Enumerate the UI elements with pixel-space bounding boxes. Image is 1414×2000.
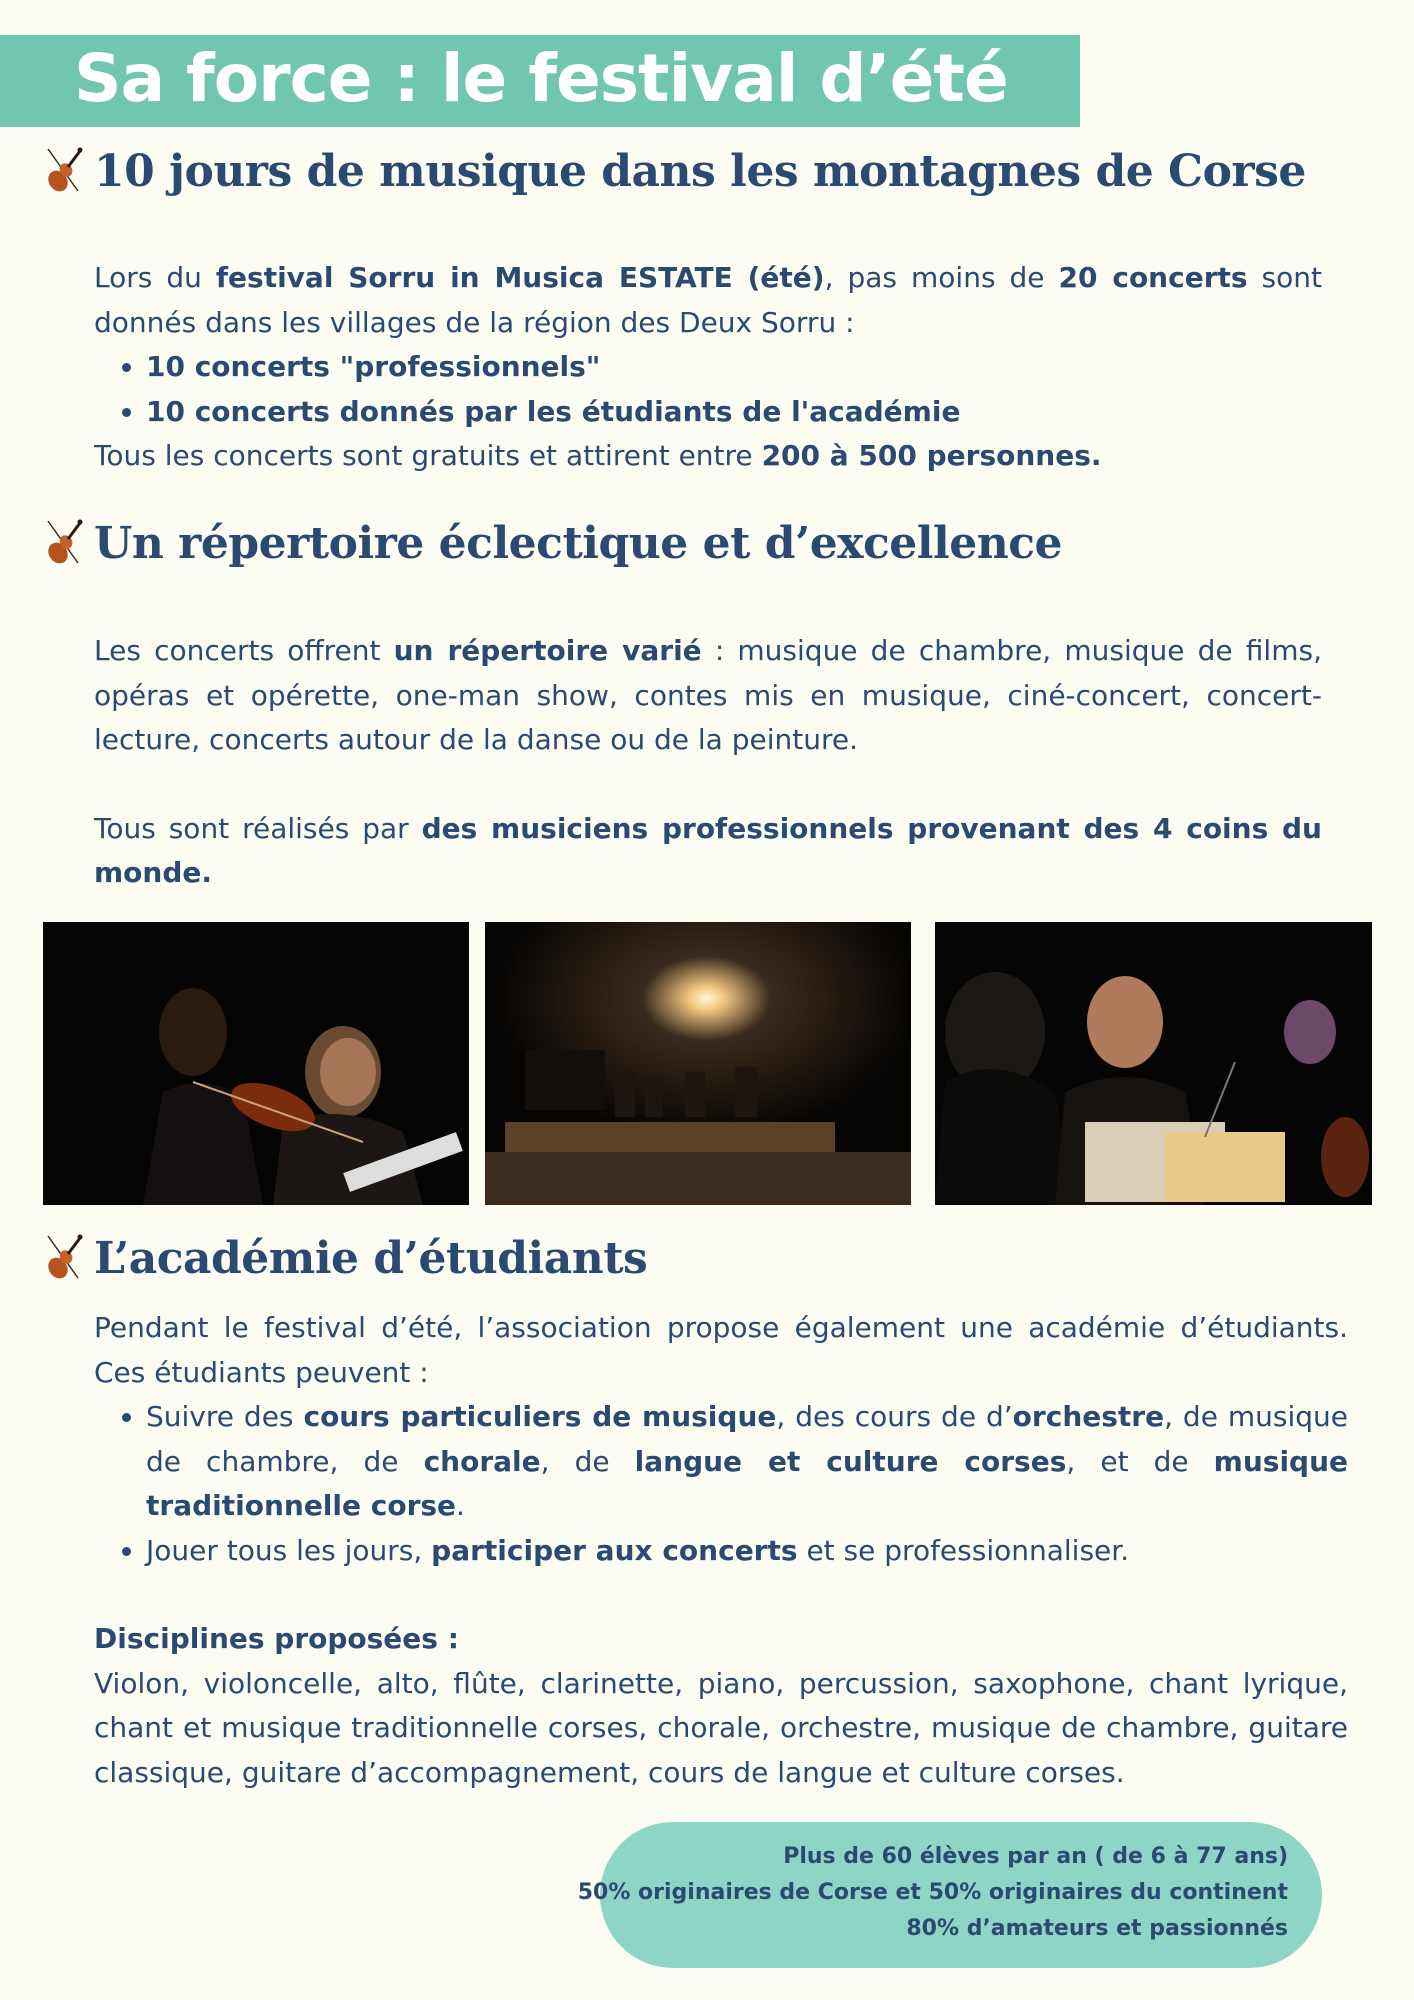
disciplines-heading-text: Disciplines proposées : [94,1622,459,1655]
section-title: Un répertoire éclectique et d’excellence [94,517,1063,569]
attendance-paragraph [94,434,1322,479]
section-heading-festival [42,145,1306,197]
text: Jouer tous les jours, [146,1533,432,1567]
academy-description [94,1306,1348,1795]
disciplines-heading [94,1617,1348,1662]
list-item-text: 10 concerts donnés par les étudiants de l'académie [146,394,961,428]
text: : musique de chambre, musique de films, opéras et opérette, one-man show, contes mis en musique, ciné-concert, concert-lecture, concerts autour de la danse ou de la peinture. [94,634,1322,756]
stats-box [577,1822,1322,1968]
text: Suivre des [146,1400,304,1433]
highlight: participer aux concerts [431,1533,798,1567]
text: Les concerts offrent [94,634,394,667]
list-item [146,390,1322,435]
text: sont donnés dans les villages de la région des Deux Sorru : [94,261,1323,339]
festival-description [94,256,1322,479]
concert-photo-musicians [935,922,1372,1205]
musicians-paragraph [94,807,1322,896]
text: , de [540,1444,635,1478]
title-banner [0,35,1080,127]
academy-intro: Pendant le festival d’été, l’association propose également une académie d’étudiants. Ces étudiants peuvent : [94,1311,1348,1389]
list-item [146,1529,1348,1574]
highlight: cours particuliers de musique [303,1400,777,1433]
text: et se professionnaliser. [797,1533,1130,1567]
concert-list [94,345,1322,434]
stat-amateurs: 80% d’amateurs et passionnés [906,1916,1288,1941]
text: . [456,1489,465,1522]
text: , des cours de d’ [776,1400,1013,1433]
attendance-range: 200 à 500 personnes. [761,439,1102,472]
list-item [146,345,1322,390]
stat-origins: 50% originaires de Corse et 50% originaires du continent [577,1880,1288,1905]
section-title: L’académie d’étudiants [94,1232,648,1284]
repertoire-description [94,629,1322,896]
stat-students: Plus de 60 élèves par an ( de 6 à 77 ans) [783,1844,1288,1869]
highlight: langue et culture corses [634,1444,1067,1478]
text: , et de [1066,1444,1214,1478]
musicians-highlight: des musiciens professionnels provenant des 4 coins du monde. [94,811,1322,889]
concert-count: 20 concerts [1058,261,1248,294]
text: , de musique de chambre, de [146,1400,1349,1478]
repertoire-paragraph [94,629,1322,763]
section-heading-repertoire [42,517,1062,569]
highlight: orchestre [1012,1400,1165,1433]
repertoire-highlight: un répertoire varié [393,634,702,667]
list-item-text: 10 concerts "professionnels" [146,350,601,383]
section-title: 10 jours de musique dans les montagnes de Corse [94,145,1306,197]
academy-activities-list [94,1395,1348,1573]
section-heading-academy [42,1232,647,1284]
text: , pas moins de [824,261,1059,294]
page-title: Sa force : le festival d’été [74,40,1008,117]
list-item [146,1395,1348,1529]
violin-icon [42,1232,84,1284]
text: Lors du [94,261,216,294]
highlight: musique traditionnelle corse [146,1444,1349,1522]
violin-icon [42,517,84,569]
concert-photo-violinists [43,922,469,1205]
highlight: chorale [423,1444,541,1478]
text: Tous sont réalisés par [94,811,422,845]
festival-name: festival Sorru in Musica ESTATE (été) [215,261,825,294]
concert-photo-stage [485,922,911,1205]
text: Tous les concerts sont gratuits et attirent entre [94,439,762,472]
disciplines-list: Violon, violoncelle, alto, flûte, clarinette, piano, percussion, saxophone, chant lyrique, chant et musique traditionnelle corses, chorale, orchestre, musique de chambre, guitare classique, guitare d’accompagnement, cours de langue et culture corses. [94,1666,1348,1789]
violin-icon [42,145,84,197]
festival-paragraph [94,256,1322,345]
